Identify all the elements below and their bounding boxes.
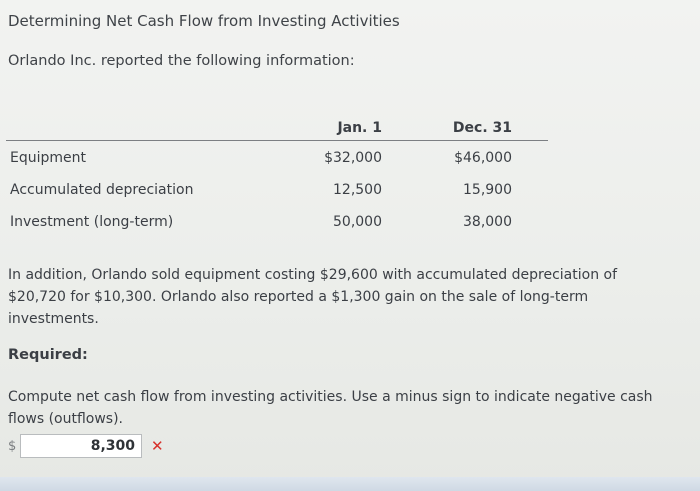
table-header [6, 112, 548, 141]
dec-value: 38,000 [463, 214, 512, 230]
bottom-bar [0, 477, 700, 491]
jan-value: $32,000 [324, 150, 382, 166]
problem-title: Determining Net Cash Flow from Investing Activities [8, 12, 400, 30]
table-row-equipment [6, 141, 548, 173]
jan-value: 50,000 [333, 214, 382, 230]
column-header-dec: Dec. 31 [452, 120, 512, 136]
table-row-accumulated-depreciation [6, 173, 548, 205]
currency-symbol: $ [8, 438, 17, 454]
row-label: Investment (long-term) [10, 214, 174, 230]
dec-value: 15,900 [463, 182, 512, 198]
answer-row [8, 432, 164, 460]
problem-intro: Orlando Inc. reported the following information: [8, 53, 355, 69]
balance-table [6, 112, 548, 237]
row-label: Accumulated depreciation [10, 182, 194, 198]
column-header-jan: Jan. 1 [337, 120, 382, 136]
table-row-investment [6, 205, 548, 237]
additional-info: In addition, Orlando sold equipment costing $29,600 with accumulated depreciation of $20,720 for $10,300. Orlando also reported a $1,300 gain on the sale of long-term investments. [8, 267, 618, 327]
incorrect-mark-icon: ✕ [151, 437, 164, 455]
answer-input[interactable] [20, 434, 142, 458]
dec-value: $46,000 [454, 150, 512, 166]
question-text: Compute net cash flow from investing activities. Use a minus sign to indicate negative cash flows (outflows). [8, 389, 653, 427]
required-heading: Required: [8, 347, 88, 363]
jan-value: 12,500 [333, 182, 382, 198]
row-label: Equipment [10, 150, 86, 166]
